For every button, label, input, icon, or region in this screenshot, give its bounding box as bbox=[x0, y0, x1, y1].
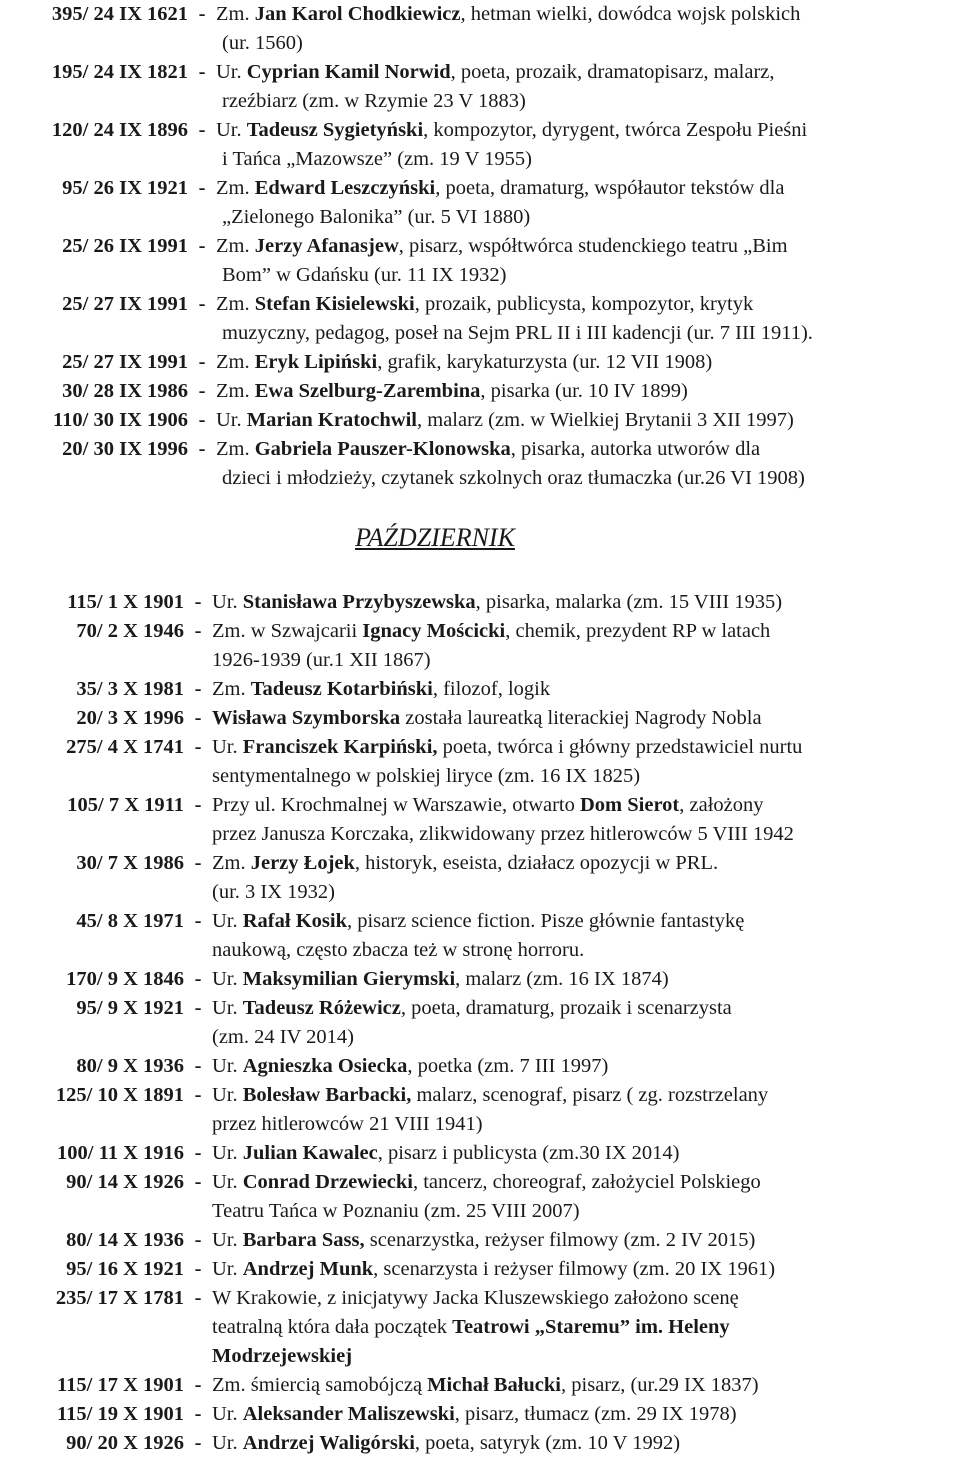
entry-name: Edward Leszczyński bbox=[254, 177, 436, 199]
entry-continuation-text: (ur. 1560) bbox=[222, 32, 303, 54]
entry-separator: - bbox=[198, 409, 206, 431]
entry-prefix: Zm. bbox=[216, 351, 255, 373]
entry-separator: - bbox=[194, 1374, 202, 1396]
entry-text bbox=[212, 591, 782, 613]
entry-prefix: Ur. bbox=[212, 736, 243, 758]
entry-first-line bbox=[0, 290, 753, 319]
entry-prefix: Ur. bbox=[212, 591, 243, 613]
entry-prefix: Ur. bbox=[212, 1142, 243, 1164]
month-heading: PAŹDZIERNIK bbox=[355, 523, 515, 552]
entry-date: 20/ 3 X 1996 bbox=[76, 707, 184, 729]
entry-first-line bbox=[0, 406, 794, 435]
entry-separator: - bbox=[194, 620, 202, 642]
entry-description: , pisarz, współtwórca studenckiego teatru „Bim bbox=[398, 235, 788, 257]
entry-text bbox=[212, 1374, 759, 1396]
entry-continuation-text: Bom” w Gdańsku (ur. 11 IX 1932) bbox=[222, 264, 507, 286]
entry-date: 105/ 7 X 1911 bbox=[67, 794, 184, 816]
entry-continuation bbox=[222, 29, 303, 58]
entry-separator: - bbox=[194, 1229, 202, 1251]
entry-continuation-text: „Zielonego Balonika” (ur. 5 VI 1880) bbox=[222, 206, 531, 228]
entry-name: Aleksander Maliszewski bbox=[242, 1403, 455, 1425]
entry-first-line bbox=[0, 1371, 759, 1400]
entry-prefix: Ur. bbox=[212, 1258, 243, 1280]
entry-prefix: Zm. bbox=[216, 438, 255, 460]
entry-text bbox=[212, 1142, 679, 1164]
entry-name: Andrzej Munk bbox=[242, 1258, 374, 1280]
entry-continuation bbox=[212, 1342, 352, 1371]
entry-name: Jerzy Afanasjew bbox=[254, 235, 399, 257]
entry-date: 275/ 4 X 1741 bbox=[66, 736, 184, 758]
entry-name: Barbara Sass, bbox=[242, 1229, 365, 1251]
entry-date: 25/ 26 IX 1991 bbox=[62, 235, 188, 257]
entry-continuation bbox=[212, 646, 431, 675]
entry-continuation bbox=[212, 820, 794, 849]
entry-first-line bbox=[0, 232, 788, 261]
entry-date: 30/ 28 IX 1986 bbox=[62, 380, 188, 402]
entry-name: Tadeusz Sygietyński bbox=[246, 119, 424, 141]
entry-separator: - bbox=[194, 1084, 202, 1106]
entry-description: , pisarka, malarka (zm. 15 VIII 1935) bbox=[475, 591, 783, 613]
entry-name: Tadeusz Kotarbiński bbox=[250, 678, 433, 700]
entry-prefix: Ur. bbox=[216, 409, 247, 431]
entry-name: Jerzy Łojek bbox=[250, 852, 355, 874]
entry-prefix: Zm. bbox=[216, 177, 255, 199]
entry-separator: - bbox=[198, 235, 206, 257]
entry-text bbox=[212, 1171, 761, 1193]
entry-first-line bbox=[0, 1255, 775, 1284]
entry-continuation-text: 1926-1939 (ur.1 XII 1867) bbox=[212, 649, 431, 671]
entry-date: 25/ 27 IX 1991 bbox=[62, 351, 188, 373]
entry-first-line bbox=[0, 907, 744, 936]
entry-first-line bbox=[0, 1400, 737, 1429]
entry-text bbox=[212, 1258, 775, 1280]
entry-prefix: W Krakowie, z inicjatywy Jacka Kluszewskiego założono scenę bbox=[212, 1287, 739, 1309]
entry-separator: - bbox=[194, 1287, 202, 1309]
entry-date: 125/ 10 X 1891 bbox=[55, 1084, 184, 1106]
entry-description: , poeta, dramaturg, prozaik i scenarzysta bbox=[400, 997, 732, 1019]
entry-description: , pisarz science fiction. Pisze głównie fantastykę bbox=[346, 910, 745, 932]
entry-separator: - bbox=[198, 438, 206, 460]
entry-continuation-text: muzyczny, pedagog, poseł na Sejm PRL II i III kadencji (ur. 7 III 1911). bbox=[222, 322, 813, 344]
entry-continuation bbox=[222, 319, 813, 348]
entry-description: , pisarz i publicysta (zm.30 IX 2014) bbox=[377, 1142, 680, 1164]
entry-continuation-text: teatralną która dała początek bbox=[212, 1316, 453, 1338]
entry-separator: - bbox=[194, 852, 202, 874]
entry-date: 90/ 14 X 1926 bbox=[66, 1171, 184, 1193]
entry-name: Jan Karol Chodkiewicz bbox=[254, 3, 461, 25]
entry-text bbox=[216, 438, 760, 460]
entry-text bbox=[216, 409, 794, 431]
entry-name: Tadeusz Różewicz bbox=[242, 997, 401, 1019]
entry-continuation bbox=[222, 145, 532, 174]
entry-description: , chemik, prezydent RP w latach bbox=[505, 620, 771, 642]
entry-continuation-text: rzeźbiarz (zm. w Rzymie 23 V 1883) bbox=[222, 90, 526, 112]
entry-prefix: Zm. śmiercią samobójczą bbox=[212, 1374, 428, 1396]
entry-prefix: Ur. bbox=[212, 1055, 243, 1077]
entry-continuation-text: naukową, często zbacza też w stronę horroru. bbox=[212, 939, 585, 961]
entry-first-line bbox=[0, 965, 669, 994]
entry-continuation bbox=[222, 87, 526, 116]
entry-separator: - bbox=[194, 736, 202, 758]
entry-date: 90/ 20 X 1926 bbox=[66, 1432, 184, 1454]
entry-name: Stefan Kisielewski bbox=[254, 293, 415, 315]
entry-date: 170/ 9 X 1846 bbox=[66, 968, 184, 990]
entry-date: 115/ 17 X 1901 bbox=[57, 1374, 184, 1396]
entry-first-line bbox=[0, 174, 784, 203]
entry-text bbox=[216, 235, 788, 257]
entry-prefix: Zm. bbox=[212, 852, 251, 874]
entry-separator: - bbox=[194, 678, 202, 700]
entry-description: , hetman wielki, dowódca wojsk polskich bbox=[460, 3, 801, 25]
entry-first-line bbox=[0, 1168, 761, 1197]
entry-continuation-text: dzieci i młodzieży, czytanek szkolnych oraz tłumaczka (ur.26 VI 1908) bbox=[222, 467, 805, 489]
entry-name: Stanisława Przybyszewska bbox=[242, 591, 476, 613]
entry-separator: - bbox=[198, 177, 206, 199]
entry-date: 30/ 7 X 1986 bbox=[76, 852, 184, 874]
entry-separator: - bbox=[194, 707, 202, 729]
entry-description: scenarzystka, reżyser filmowy (zm. 2 IV 2015) bbox=[364, 1229, 756, 1251]
entry-continuation-name: Teatrowi „Staremu” im. Heleny bbox=[452, 1316, 730, 1338]
entry-description: , pisarka, autorka utworów dla bbox=[510, 438, 761, 460]
entry-prefix: Zm. bbox=[216, 380, 255, 402]
entry-description: , pisarz, tłumacz (zm. 29 IX 1978) bbox=[454, 1403, 737, 1425]
entry-description: , założony bbox=[679, 794, 764, 816]
entry-prefix: Ur. bbox=[212, 1403, 243, 1425]
entry-first-line bbox=[0, 617, 770, 646]
entry-text bbox=[216, 177, 784, 199]
entry-continuation bbox=[212, 1110, 483, 1139]
entry-prefix: Ur. bbox=[216, 119, 247, 141]
entry-text bbox=[216, 119, 807, 141]
entry-first-line bbox=[0, 1226, 755, 1255]
entry-text bbox=[212, 910, 744, 932]
entry-date: 35/ 3 X 1981 bbox=[76, 678, 184, 700]
entry-separator: - bbox=[194, 1403, 202, 1425]
entry-continuation bbox=[212, 762, 640, 791]
entry-first-line bbox=[0, 116, 807, 145]
entry-description: , poetka (zm. 7 III 1997) bbox=[407, 1055, 609, 1077]
entry-name: Michał Bałucki bbox=[427, 1374, 562, 1396]
entry-name: Agnieszka Osiecka bbox=[242, 1055, 408, 1077]
entry-continuation bbox=[222, 261, 507, 290]
entry-continuation-text: przez Janusza Korczaka, zlikwidowany przez hitlerowców 5 VIII 1942 bbox=[212, 823, 794, 845]
entry-description: , tancerz, choreograf, założyciel Polskiego bbox=[412, 1171, 761, 1193]
entry-name: Marian Kratochwil bbox=[246, 409, 417, 431]
entry-description: , kompozytor, dyrygent, twórca Zespołu Pieśni bbox=[423, 119, 808, 141]
entry-first-line bbox=[0, 675, 550, 704]
entry-name: Cyprian Kamil Norwid bbox=[246, 61, 451, 83]
entry-description: poeta, twórca i główny przedstawiciel nurtu bbox=[437, 736, 803, 758]
entry-description: , malarz (zm. w Wielkiej Brytanii 3 XII 1997) bbox=[417, 409, 794, 431]
entry-first-line bbox=[0, 1052, 608, 1081]
entry-name: Conrad Drzewiecki bbox=[242, 1171, 413, 1193]
entry-date: 70/ 2 X 1946 bbox=[76, 620, 184, 642]
entry-separator: - bbox=[198, 61, 206, 83]
entry-description: , poeta, dramaturg, współautor tekstów dla bbox=[435, 177, 785, 199]
entry-continuation bbox=[212, 936, 584, 965]
entry-prefix: Ur. bbox=[212, 910, 243, 932]
entry-continuation-text: sentymentalnego w polskiej liryce (zm. 16 IX 1825) bbox=[212, 765, 641, 787]
entry-separator: - bbox=[198, 380, 206, 402]
entry-date: 120/ 24 IX 1896 bbox=[51, 119, 188, 141]
entry-prefix: Ur. bbox=[212, 1229, 243, 1251]
entry-prefix: Przy ul. Krochmalnej w Warszawie, otwarto bbox=[212, 794, 580, 816]
entry-date: 395/ 24 IX 1621 bbox=[51, 3, 188, 25]
entry-description: , grafik, karykaturzysta (ur. 12 VII 1908) bbox=[377, 351, 713, 373]
entry-prefix: Ur. bbox=[212, 997, 243, 1019]
entry-separator: - bbox=[198, 3, 206, 25]
entry-text bbox=[212, 1432, 680, 1454]
entry-continuation-text: (zm. 24 IV 2014) bbox=[212, 1026, 354, 1048]
entry-prefix: Ur. bbox=[212, 1432, 243, 1454]
entry-first-line bbox=[0, 58, 775, 87]
entry-date: 100/ 11 X 1916 bbox=[57, 1142, 184, 1164]
entry-text bbox=[212, 678, 550, 700]
entry-name: Bolesław Barbacki, bbox=[242, 1084, 412, 1106]
entry-continuation-name: Modrzejewskiej bbox=[212, 1345, 353, 1367]
entry-first-line bbox=[0, 1284, 739, 1313]
entry-continuation bbox=[222, 464, 805, 493]
entry-text bbox=[212, 997, 732, 1019]
entry-date: 195/ 24 IX 1821 bbox=[51, 61, 188, 83]
entry-text bbox=[212, 736, 802, 758]
entry-text bbox=[212, 707, 762, 729]
entry-text bbox=[216, 293, 753, 315]
entry-prefix: Zm. bbox=[216, 293, 255, 315]
entry-name: Franciszek Karpiński, bbox=[242, 736, 438, 758]
entry-date: 95/ 16 X 1921 bbox=[66, 1258, 184, 1280]
entry-description: , pisarz, (ur.29 IX 1837) bbox=[561, 1374, 759, 1396]
entry-continuation-text: Teatru Tańca w Poznaniu (zm. 25 VIII 2007) bbox=[212, 1200, 580, 1222]
entry-description: , poeta, satyryk (zm. 10 V 1992) bbox=[414, 1432, 681, 1454]
entry-text bbox=[212, 1403, 737, 1425]
entry-prefix: Zm. bbox=[216, 3, 255, 25]
entry-separator: - bbox=[194, 591, 202, 613]
entry-date: 80/ 9 X 1936 bbox=[76, 1055, 184, 1077]
entry-continuation-text: przez hitlerowców 21 VIII 1941) bbox=[212, 1113, 483, 1135]
entry-continuation-text: (ur. 3 IX 1932) bbox=[212, 881, 335, 903]
entry-first-line bbox=[0, 849, 718, 878]
entry-name: Wisława Szymborska bbox=[212, 707, 401, 729]
entry-first-line bbox=[0, 435, 760, 464]
entry-prefix: Zm. bbox=[212, 678, 251, 700]
entry-prefix: Ur. bbox=[212, 968, 243, 990]
entry-name: Julian Kawalec bbox=[242, 1142, 378, 1164]
entry-date: 235/ 17 X 1781 bbox=[55, 1287, 184, 1309]
entry-description: , malarz (zm. 16 IX 1874) bbox=[455, 968, 669, 990]
entry-text bbox=[212, 968, 669, 990]
entry-separator: - bbox=[198, 119, 206, 141]
entry-first-line bbox=[0, 704, 762, 733]
entry-date: 110/ 30 IX 1906 bbox=[53, 409, 188, 431]
entry-description: została laureatką literackiej Nagrody Nobla bbox=[400, 707, 762, 729]
entry-separator: - bbox=[194, 794, 202, 816]
entry-name: Gabriela Pauszer-Klonowska bbox=[254, 438, 511, 460]
entry-date: 115/ 1 X 1901 bbox=[67, 591, 184, 613]
entry-first-line bbox=[0, 1139, 679, 1168]
entry-name: Dom Sierot bbox=[580, 794, 680, 816]
entry-text bbox=[212, 794, 764, 816]
entry-description: , prozaik, publicysta, kompozytor, krytyk bbox=[414, 293, 754, 315]
entry-date: 95/ 26 IX 1921 bbox=[62, 177, 188, 199]
entry-continuation bbox=[222, 203, 530, 232]
entry-date: 95/ 9 X 1921 bbox=[76, 997, 184, 1019]
entry-date: 45/ 8 X 1971 bbox=[76, 910, 184, 932]
entry-name: Ewa Szelburg-Zarembina bbox=[254, 380, 481, 402]
entry-separator: - bbox=[194, 910, 202, 932]
entry-date: 115/ 19 X 1901 bbox=[57, 1403, 184, 1425]
entry-text bbox=[212, 1055, 608, 1077]
entry-text bbox=[216, 380, 688, 402]
entry-first-line bbox=[0, 1081, 768, 1110]
entry-separator: - bbox=[198, 351, 206, 373]
entry-separator: - bbox=[194, 1432, 202, 1454]
entry-description: malarz, scenograf, pisarz ( zg. rozstrzelany bbox=[411, 1084, 769, 1106]
entry-prefix: Ur. bbox=[216, 61, 247, 83]
entry-description: , historyk, eseista, działacz opozycji w PRL. bbox=[354, 852, 719, 874]
entry-name: Eryk Lipiński bbox=[254, 351, 378, 373]
entry-name: Maksymilian Gierymski bbox=[242, 968, 456, 990]
entry-separator: - bbox=[194, 1142, 202, 1164]
entry-date: 80/ 14 X 1936 bbox=[66, 1229, 184, 1251]
entry-name: Ignacy Mościcki bbox=[362, 620, 506, 642]
entry-text bbox=[212, 1084, 768, 1106]
entry-continuation bbox=[212, 1023, 354, 1052]
entry-first-line bbox=[0, 733, 802, 762]
entry-prefix: Zm. bbox=[216, 235, 255, 257]
entry-date: 25/ 27 IX 1991 bbox=[62, 293, 188, 315]
entry-first-line bbox=[0, 377, 688, 406]
entry-text bbox=[212, 1287, 739, 1309]
entry-separator: - bbox=[194, 1055, 202, 1077]
entry-continuation bbox=[212, 1313, 730, 1342]
entry-prefix: Zm. w Szwajcarii bbox=[212, 620, 363, 642]
entry-first-line bbox=[0, 1429, 680, 1458]
entry-first-line bbox=[0, 0, 800, 29]
entry-first-line bbox=[0, 791, 764, 820]
entry-text bbox=[216, 3, 800, 25]
entry-separator: - bbox=[194, 968, 202, 990]
entry-first-line bbox=[0, 588, 782, 617]
entry-name: Rafał Kosik bbox=[242, 910, 347, 932]
entry-first-line bbox=[0, 348, 712, 377]
entry-first-line bbox=[0, 994, 732, 1023]
entry-prefix: Ur. bbox=[212, 1171, 243, 1193]
entry-continuation bbox=[212, 878, 335, 907]
entry-text bbox=[212, 620, 770, 642]
entry-prefix: Ur. bbox=[212, 1084, 243, 1106]
entry-name: Andrzej Waligórski bbox=[242, 1432, 415, 1454]
entry-text bbox=[212, 1229, 755, 1251]
entry-text bbox=[216, 351, 712, 373]
entry-separator: - bbox=[194, 1171, 202, 1193]
entry-description: , poeta, prozaik, dramatopisarz, malarz, bbox=[450, 61, 775, 83]
entry-continuation-text: i Tańca „Mazowsze” (zm. 19 V 1955) bbox=[222, 148, 532, 170]
entry-description: , pisarka (ur. 10 IV 1899) bbox=[480, 380, 688, 402]
entry-text bbox=[216, 61, 775, 83]
entry-continuation bbox=[212, 1197, 580, 1226]
entry-description: , scenarzysta i reżyser filmowy (zm. 20 IX 1961) bbox=[373, 1258, 776, 1280]
entry-text bbox=[212, 852, 718, 874]
entry-separator: - bbox=[194, 997, 202, 1019]
entry-date: 20/ 30 IX 1996 bbox=[62, 438, 188, 460]
entry-description: , filozof, logik bbox=[432, 678, 551, 700]
entry-separator: - bbox=[194, 1258, 202, 1280]
entry-separator: - bbox=[198, 293, 206, 315]
